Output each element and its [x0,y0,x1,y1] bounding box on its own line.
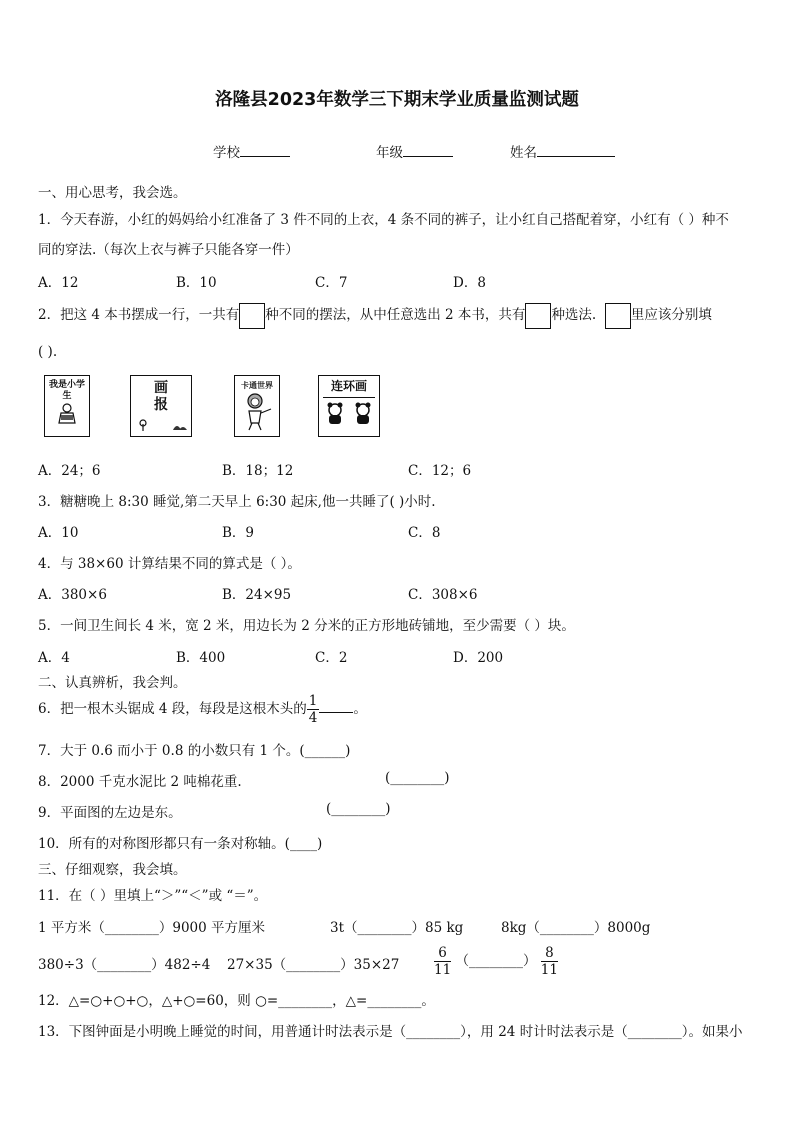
q9-text: 9．平面图的左边是东。 [38,805,182,821]
q11-row2-item3[interactable] [434,942,558,980]
q11-fraction-left [434,945,451,978]
book-xiaoxuesheng [44,375,90,437]
q2-answer-box-1[interactable] [239,303,265,329]
q2-line2: ( ). [38,344,58,360]
book-huabao [130,375,192,437]
q2-option-a[interactable]: A．24；6 [38,463,101,479]
book-katong-shijie [234,375,280,437]
q5-text: 5．一间卫生间长 4 米，宽 2 米，用边长为 2 分米的正方形地砖铺地，至少需要（ ）块。 [38,618,575,634]
q13-text: 13．下图钟面是小明晚上睡觉的时间，用普通计时法表示是（________），用 24 时计时法表示是（________）。如果小 [38,1024,743,1040]
q7-text: 7．大于 0.6 而小于 0.8 的小数只有 1 个。(______) [38,743,351,759]
q3-option-a[interactable]: A．10 [38,525,79,541]
q4-option-c[interactable]: C．308×6 [408,587,478,603]
q4-option-b[interactable]: B．24×95 [222,587,292,603]
cartoon-girl-icon [237,391,277,431]
panda-icon [323,398,375,428]
q4-option-a[interactable]: A．380×6 [38,587,107,603]
q11-f2-numerator: 8 [541,945,558,962]
q11-row1-item3[interactable]: 8kg（________）8000g [501,920,651,936]
q5-option-d[interactable]: D．200 [453,650,504,666]
section-3-heading: 三、仔细观察，我会填。 [38,862,187,878]
q11-text: 11．在（ ）里填上“＞”“＜”或 “＝”。 [38,888,268,904]
q2-text-4: 里应该分别填 [630,307,712,323]
book-lianhuanhua [318,375,380,437]
grade-label: 年级 [376,145,403,161]
q6-denominator: 4 [308,710,318,726]
school-field [213,141,290,161]
name-label: 姓名 [510,145,537,161]
q11-row1-item1[interactable]: 1 平方米（________）9000 平方厘米 [38,920,266,936]
q3-option-b[interactable]: B．9 [222,525,255,541]
book-title-3: 卡通世界 [241,381,273,390]
q5-option-c[interactable]: C．2 [315,650,348,666]
q6-text: 6．把一根木头锯成 4 段，每段是这根木头的 [38,701,307,717]
q11-row1-item2[interactable]: 3t（________）85 kg [330,920,464,936]
q11-f1-denominator: 11 [434,962,452,978]
section-1-heading: 一、用心思考，我会选。 [38,185,187,201]
q1-option-b[interactable]: B．10 [176,275,217,291]
q2-answer-box-3[interactable] [605,303,631,329]
q6-end: 。 [353,701,367,717]
q11-row2-item1[interactable]: 380÷3（________）482÷4 [38,957,211,973]
q1-option-a[interactable]: A．12 [38,275,79,291]
q2-text-3: 种选法. [551,307,597,323]
q6-fraction [307,693,320,726]
q3-option-c[interactable]: C．8 [408,525,441,541]
q8-text: 8．2000 千克水泥比 2 吨棉花重. [38,774,242,790]
book-title-2: 画报 [154,380,168,413]
q11-fraction-right [541,945,558,978]
q6-numerator: 1 [308,693,318,709]
page-title: 洛隆县2023年数学三下期末学业质量监测试题 [215,90,579,110]
q1-option-c[interactable]: C．7 [315,275,348,291]
school-blank[interactable] [240,143,290,157]
q6-line [38,690,367,728]
q2-line1 [38,302,712,329]
book-title-4: 连环画 [323,378,375,398]
q4-text: 4．与 38×60 计算结果不同的算式是（ ）。 [38,556,301,572]
q11-compare-blank[interactable]: （________） [455,953,537,969]
q12-text: 12．△=○+○+○，△+○=60，则 ○=________，△=________。 [38,993,435,1009]
grade-field [376,141,453,161]
q11-row2-item2[interactable]: 27×35（________）35×27 [227,957,400,973]
q2-answer-box-2[interactable] [525,303,551,329]
q5-option-a[interactable]: A．4 [38,650,70,666]
q1-option-d[interactable]: D．8 [453,275,486,291]
q8-answer-blank[interactable]: (________) [385,770,450,786]
name-blank[interactable] [537,143,615,157]
book-title-1: 我是小学生 [48,380,85,401]
grade-blank[interactable] [403,143,453,157]
child-reading-icon [47,402,87,424]
q9-answer-blank[interactable]: (________) [326,801,391,817]
flower-icon [137,418,187,432]
q2-text-2: 种不同的摆法，从中任意选出 2 本书，共有 [265,307,526,323]
q2-option-c[interactable]: C．12；6 [408,463,472,479]
section-2-heading: 二、认真辨析，我会判。 [38,675,187,691]
q10-text: 10．所有的对称图形都只有一条对称轴。(____) [38,836,323,852]
q11-f2-denominator: 11 [540,962,558,978]
q2-text-1: 2．把这 4 本书摆成一行，一共有 [38,307,240,323]
name-field [510,141,615,161]
q1-line1: 1．今天春游，小红的妈妈给小红准备了 3 件不同的上衣，4 条不同的裤子，让小红自己搭配着穿，小红有（ ）种不 [38,212,729,228]
q11-f1-numerator: 6 [434,945,451,962]
school-label: 学校 [213,145,240,161]
q6-answer-blank[interactable] [319,699,353,713]
q1-line2: 同的穿法.（每次上衣与裤子只能各穿一件） [38,242,299,258]
q2-option-b[interactable]: B．18；12 [222,463,294,479]
q5-option-b[interactable]: B．400 [176,650,226,666]
q3-text: 3．糖糖晚上 8:30 睡觉,第二天早上 6:30 起床,他一共睡了( )小时. [38,494,436,510]
